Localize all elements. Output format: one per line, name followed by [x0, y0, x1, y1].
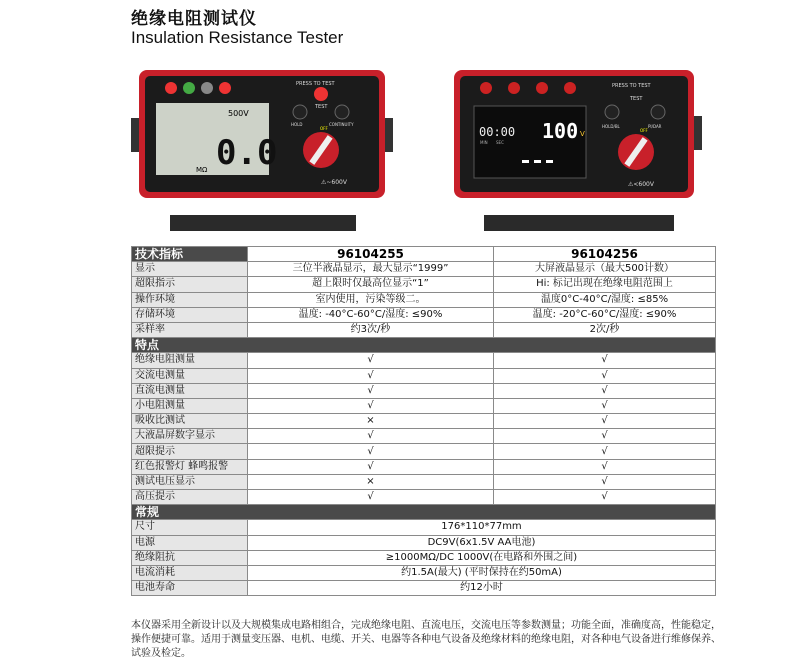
table-row	[132, 307, 716, 322]
model2-value: 温度: -20°C-60°C/湿度: ≤90%	[494, 307, 716, 322]
device1-caption-bar	[170, 215, 356, 231]
model1-value: 室内使用，污染等级二。	[248, 292, 494, 307]
model1-value: 约3次/秒	[248, 322, 494, 337]
model1-value: 三位半液晶显示，最大显示“1999”	[248, 262, 494, 277]
model1-value: √	[248, 444, 494, 459]
model1-value: 温度: -40°C-60°C/湿度: ≤90%	[248, 307, 494, 322]
table-row	[132, 535, 716, 550]
device-96104255-image	[131, 68, 393, 200]
table-row	[132, 277, 716, 292]
table-row	[132, 550, 716, 565]
row-label: 电源	[132, 535, 248, 550]
features-section-label: 特点	[132, 338, 716, 353]
model2-value: √	[494, 490, 716, 505]
model2-value: 温度0°C-40°C/湿度: ≤85%	[494, 292, 716, 307]
model1-value: √	[248, 490, 494, 505]
row-label: 超限提示	[132, 444, 248, 459]
table-row	[132, 292, 716, 307]
model1-value: √	[248, 353, 494, 368]
model2-value: Hi: 标记出现在绝缘电阻范围上	[494, 277, 716, 292]
shared-value: DC9V(6x1.5V AA电池)	[248, 535, 716, 550]
shared-value: 约1.5A(最大) (平时保持在约50mA)	[248, 565, 716, 580]
row-label: 绝缘电阻测量	[132, 353, 248, 368]
model1-header: 96104255	[248, 247, 494, 262]
device2-off-label: OFF	[640, 128, 648, 133]
device1-voltage-label: ⚠~600V	[321, 179, 347, 186]
model1-value: √	[248, 368, 494, 383]
device2-test-label: TEST	[630, 96, 643, 102]
device2-caption-bar	[484, 215, 674, 231]
model1-value: √	[248, 459, 494, 474]
title-english: Insulation Resistance Tester	[131, 28, 344, 47]
table-row	[132, 444, 716, 459]
table-header-row	[132, 247, 716, 262]
model2-value: √	[494, 414, 716, 429]
device1-reading: 0.0	[216, 133, 278, 173]
device2-timer-min: MIN	[480, 140, 488, 145]
table-row	[132, 581, 716, 596]
device2-voltage-label: ⚠<600V	[628, 181, 654, 188]
row-label: 绝缘阻抗	[132, 550, 248, 565]
row-label: 存储环境	[132, 307, 248, 322]
shared-value: ≥1000MΩ/DC 1000V(在电路和外围之间)	[248, 550, 716, 565]
table-row	[132, 368, 716, 383]
model1-value: √	[248, 398, 494, 413]
device2-reading: 100	[542, 119, 579, 143]
row-label: 电池寿命	[132, 581, 248, 596]
model2-value: 2次/秒	[494, 322, 716, 337]
shared-value: 约12小时	[248, 581, 716, 596]
row-label: 操作环境	[132, 292, 248, 307]
description-note: 本仪器采用全新设计以及大规模集成电路相组合，完成绝缘电阻、直流电压，交流电压等参数测量；功能全面，准确度高，性能稳定，操作便捷可靠。适用于测量变压器、电机、电缆、开关、电器等各种电气设备及绝缘材料的绝缘电阻，对各种电气设备进行维修保养、试验及检定。	[131, 620, 721, 659]
row-label: 小电阻测量	[132, 398, 248, 413]
table-row	[132, 353, 716, 368]
model2-value: √	[494, 368, 716, 383]
row-label: 超限指示	[132, 277, 248, 292]
table-row	[132, 520, 716, 535]
device2-press-label: PRESS TO TEST	[612, 83, 651, 89]
table-row	[132, 565, 716, 580]
device1-continuity-label: CONTINUITY	[329, 122, 354, 127]
table-row	[132, 383, 716, 398]
table-row	[132, 474, 716, 489]
header-label: 技术指标	[132, 247, 248, 262]
row-label: 电流消耗	[132, 565, 248, 580]
row-label: 吸收比测试	[132, 414, 248, 429]
device1-range-text: 500V	[228, 109, 249, 118]
row-label: 高压提示	[132, 490, 248, 505]
model2-value: √	[494, 383, 716, 398]
row-label: 尺寸	[132, 520, 248, 535]
row-label: 大液晶屏数字显示	[132, 429, 248, 444]
table-row	[132, 322, 716, 337]
model2-value: √	[494, 429, 716, 444]
device1-test-label: TEST	[315, 104, 328, 110]
device1-press-label: PRESS TO TEST	[296, 81, 335, 87]
model2-value: √	[494, 398, 716, 413]
row-label: 采样率	[132, 322, 248, 337]
device2-timer: 00:00	[479, 125, 516, 139]
model2-value: √	[494, 353, 716, 368]
device1-unit: MΩ	[196, 166, 208, 174]
device2-pi-label: PI/DAR	[648, 124, 662, 129]
shared-value: 176*110*77mm	[248, 520, 716, 535]
row-label: 显示	[132, 262, 248, 277]
device2-timer-sec: SEC	[496, 140, 504, 145]
model1-value: √	[248, 429, 494, 444]
row-label: 直流电测量	[132, 383, 248, 398]
table-row	[132, 429, 716, 444]
model1-value: 超上限时仅最高位显示“1”	[248, 277, 494, 292]
general-section-label: 常规	[132, 505, 716, 520]
row-label: 交流电测量	[132, 368, 248, 383]
device-96104256-image	[452, 68, 702, 200]
device2-hold-label: HOLD/BL	[602, 124, 620, 129]
spec-table	[131, 246, 716, 596]
model2-value: √	[494, 459, 716, 474]
row-label: 测试电压显示	[132, 474, 248, 489]
table-row	[132, 398, 716, 413]
model2-value: √	[494, 474, 716, 489]
table-row	[132, 490, 716, 505]
table-row	[132, 262, 716, 277]
table-row	[132, 414, 716, 429]
section-header-row	[132, 505, 716, 520]
device2-unit: V	[580, 130, 585, 138]
model2-value: 大屏液晶显示（最大500计数）	[494, 262, 716, 277]
title-chinese: 绝缘电阻测试仪	[131, 9, 257, 29]
device1-off-label: OFF	[320, 126, 328, 131]
device1-hold-label: HOLD	[291, 122, 303, 127]
row-label: 红色报警灯 蜂鸣报警	[132, 459, 248, 474]
table-row	[132, 459, 716, 474]
model2-value: √	[494, 444, 716, 459]
model1-value: ×	[248, 414, 494, 429]
model2-header: 96104256	[494, 247, 716, 262]
model1-value: √	[248, 383, 494, 398]
section-header-row	[132, 338, 716, 353]
model1-value: ×	[248, 474, 494, 489]
